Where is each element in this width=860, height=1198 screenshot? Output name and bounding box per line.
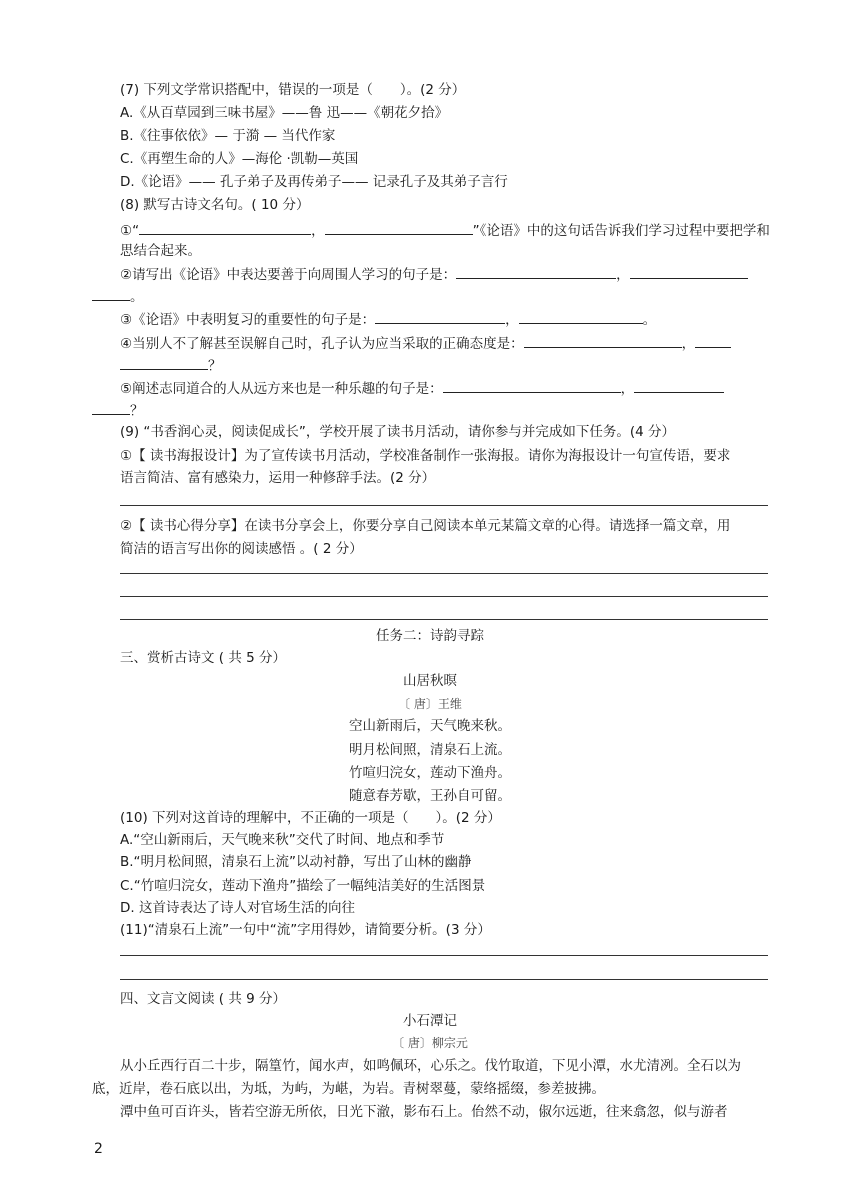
q10-option-c: C.“竹喧归浣女，莲动下渔舟”描绘了一幅纯洁美好的生活图景 <box>120 878 486 894</box>
q10-option-d: D. 这首诗表达了诗人对官场生活的向往 <box>120 900 355 916</box>
q9-part-2-line-1: ②【 读书心得分享】在读书分享会上，你要分享自己阅读本单元某篇文章的心得。请选择一篇文章，用 <box>120 518 731 534</box>
q10-option-b: B.“明月松间照，清泉石上流”以动衬静，写出了山林的幽静 <box>120 854 472 870</box>
q8-item-1-blank-1[interactable] <box>139 220 311 235</box>
q8-item-3-end: 。 <box>642 312 657 328</box>
q8-item-4-blank-3[interactable] <box>120 355 208 370</box>
poem-author: 〔 唐〕王维 <box>398 697 462 711</box>
q8-item-2-cont <box>92 286 144 306</box>
poem-line: 竹喧归浣女，莲动下渔舟。 <box>349 765 511 781</box>
q7-option-d: D.《论语》—— 孔子弟子及再传弟子—— 记录孔子及其弟子言行 <box>120 174 508 190</box>
q8-item-4 <box>120 333 731 353</box>
q11-stem: (11)“清泉石上流”一句中“流”字用得妙，请简要分析。(3 分） <box>120 922 491 938</box>
q9-answer-line-1[interactable] <box>120 505 768 506</box>
q8-item-4-comma: ， <box>681 336 696 352</box>
section-3-heading: 三、赏析古诗文 ( 共 5 分） <box>120 650 287 666</box>
q8-item-2-comma: ， <box>616 267 630 283</box>
q8-item-5-blank-2[interactable] <box>634 378 724 393</box>
q8-item-1-comma: ， <box>311 223 325 239</box>
section-4-heading: 四、文言文阅读 ( 共 9 分） <box>120 991 287 1007</box>
q7-option-b: B.《往事依依》— 于漪 — 当代作家 <box>120 128 336 144</box>
q8-item-4-text: ④当别人不了解甚至误解自己时，孔子认为应当采取的正确态度是： <box>120 336 524 352</box>
q8-item-5-blank-3[interactable] <box>92 400 130 415</box>
q8-item-3 <box>120 309 656 329</box>
task-heading: 任务二：诗韵寻踪 <box>376 628 484 644</box>
q8-item-3-text: ③《论语》中表明复习的重要性的句子是： <box>120 312 376 328</box>
q8-item-3-blank-1[interactable] <box>375 309 505 324</box>
q9-stem: (9) “书香润心灵，阅读促成长”，学校开展了读书月活动，请你参与并完成如下任务。(4 分） <box>120 424 676 440</box>
q8-item-5-end: ？ <box>130 403 144 419</box>
q8-item-5-blank-1[interactable] <box>443 378 621 393</box>
prose-author: 〔 唐〕柳宗元 <box>392 1036 468 1050</box>
q9-part-2-line-2: 简洁的语言写出你的阅读感悟 。( 2 分） <box>120 541 363 557</box>
prose-title: 小石潭记 <box>403 1013 457 1029</box>
q8-item-2-text: ②请写出《论语》中表达要善于向周围人学习的句子是： <box>120 267 457 283</box>
q9-part-1-line-2: 语言简洁、富有感染力，运用一种修辞手法。(2 分） <box>120 470 436 486</box>
q8-item-4-end: ？ <box>208 358 222 374</box>
q8-item-1-open: ①“ <box>120 223 140 239</box>
q10-stem: (10) 下列对这首诗的理解中，不正确的一项是（ ）。(2 分） <box>120 810 501 826</box>
q8-item-2-blank-1[interactable] <box>456 264 616 279</box>
q9-answer-line-3[interactable] <box>120 596 768 597</box>
q8-item-4-blank-1[interactable] <box>524 333 682 348</box>
q8-item-1 <box>120 220 770 240</box>
prose-paragraph-1-line-1: 从小丘西行百二十步，隔篁竹，闻水声，如鸣佩环，心乐之。伐竹取道，下见小潭，水尤清冽。全石以为 <box>120 1058 741 1074</box>
q8-item-5-text: ⑤阐述志同道合的人从远方来也是一种乐趣的句子是： <box>120 381 443 397</box>
q11-answer-line-1[interactable] <box>120 955 768 956</box>
q8-item-2-end: 。 <box>130 289 144 305</box>
prose-paragraph-1-line-2: 底，近岸，卷石底以出，为坻，为屿，为嵁，为岩。青树翠蔓，蒙络摇缀，参差披拂。 <box>92 1081 605 1097</box>
page-number: 2 <box>94 1141 103 1157</box>
q9-part-1-line-1: ①【 读书海报设计】为了宣传读书月活动，学校准备制作一张海报。请你为海报设计一句宣传语，要求 <box>120 448 731 464</box>
q8-item-2 <box>120 264 748 284</box>
q8-item-2-blank-2[interactable] <box>630 264 748 279</box>
poem-line: 随意春芳歇，王孙自可留。 <box>349 788 511 804</box>
q8-stem: (8) 默写古诗文名句。( 10 分） <box>120 197 310 213</box>
q10-option-a: A.“空山新雨后，天气晚来秋”交代了时间、地点和季节 <box>120 832 445 848</box>
q8-item-1-blank-2[interactable] <box>325 220 473 235</box>
prose-paragraph-2-line-1: 潭中鱼可百许头，皆若空游无所依，日光下澈，影布石上。佁然不动，俶尔远逝，往来翕忽，似与游者 <box>120 1104 728 1120</box>
q8-item-4-cont <box>120 355 222 375</box>
q8-item-3-comma: ， <box>505 312 519 328</box>
poem-line: 空山新雨后，天气晚来秋。 <box>349 718 511 734</box>
q8-item-3-blank-2[interactable] <box>519 309 643 324</box>
q7-option-c: C.《再塑生命的人》—海伦 ·凯勒—英国 <box>120 151 359 167</box>
q8-item-5 <box>120 378 724 398</box>
poem-line: 明月松间照，清泉石上流。 <box>349 742 511 758</box>
q8-item-2-blank-3[interactable] <box>92 286 130 301</box>
q11-answer-line-2[interactable] <box>120 979 768 980</box>
q8-item-1-text: ”《论语》中的这句话告诉我们学习过程中要把学和 <box>472 223 770 239</box>
poem-title: 山居秋暝 <box>403 673 457 689</box>
q8-item-5-comma: ， <box>620 381 635 397</box>
q7-stem: (7) 下列文学常识搭配中，错误的一项是（ ）。(2 分） <box>120 82 466 98</box>
q8-item-1-cont: 思结合起来。 <box>120 243 201 259</box>
q8-item-5-cont <box>92 400 144 420</box>
q9-answer-line-4[interactable] <box>120 619 768 620</box>
q9-answer-line-2[interactable] <box>120 573 768 574</box>
q8-item-4-blank-2[interactable] <box>695 333 731 348</box>
q7-option-a: A.《从百草园到三味书屋》——鲁 迅——《朝花夕拾》 <box>120 105 449 121</box>
